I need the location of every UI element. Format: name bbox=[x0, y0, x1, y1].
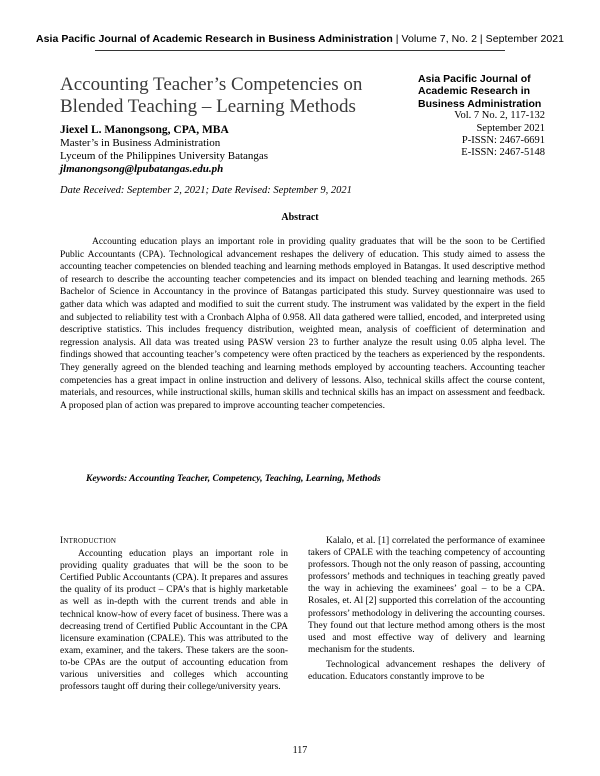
page-number: 117 bbox=[292, 745, 308, 756]
running-header-journal: Asia Pacific Journal of Academic Research in Business Administration bbox=[35, 33, 393, 45]
journal-pissn: P-ISSN: 2467-6691 bbox=[461, 135, 545, 147]
author-affiliation: Lyceum of the Philippines University Batangas bbox=[60, 150, 269, 162]
journal-date: September 2021 bbox=[476, 122, 545, 134]
author-email[interactable]: jlmanongsong@lpubatangas.edu.ph bbox=[60, 163, 224, 175]
journal-volume: Vol. 7 No. 2, 117-132 bbox=[454, 110, 545, 122]
running-header-volume: | Volume 7, No. 2 | September 2021 bbox=[392, 33, 565, 45]
abstract-text: Accounting education plays an important role in providing quality graduates that will be the soon to be Certified Public Accountants (CPA). Technological advancement reshapes the delivery of education. This study aimed to assess the accounting teacher competencies on blended teaching and learning methods employed in Batangas. It used descriptive method of research to describe the accounting teacher competencies and its impact on blended teaching and learning methods. 265 Bachelor of Science in Accountancy in the province of Batangas participated this study. Survey questionnaire was used to gather data which was adapted and modified to suit the current study. The instrument was validated by the expert in the field and subjected to reliability test with a Cronbach Alpha of 0.958. All data gathered were tallied, encoded, and interpreted using descriptive statistics. This includes frequency distribution, weighted mean, analysis of coefficient of determination and regression analysis. All data was treated using PASW version 23 to further analyze the result using 0.05 alpha level. The findings showed that accounting teacher’s competency were often practiced by the teachers as experienced by the respondents. They generally agreed on the blended teaching and learning methods employed by accounting teachers. Accounting teacher competencies has a great impact in online instruction and delivery of lessons. Also, technical skills affect the course content, materials, and resources, while instructional skills, human skills and technical skills has an impact on assessment and feedback. A proposed plan of action was prepared to improve accounting teacher competencies. bbox=[60, 237, 545, 411]
left-column bbox=[60, 535, 288, 693]
running-header bbox=[30, 33, 570, 45]
submission-dates: Date Received: September 2, 2021; Date Revised: September 9, 2021 bbox=[60, 185, 352, 196]
article-title: Accounting Teacher’s Competencies on Blended Teaching – Learning Methods bbox=[60, 74, 363, 117]
header-divider bbox=[95, 50, 505, 51]
journal-name: Asia Pacific Journal of Academic Research in Business Administration bbox=[418, 73, 542, 110]
section-title-introduction: Introduction bbox=[60, 536, 117, 546]
kalalo-paragraph: Kalalo, et al. [1] correlated the performance of examinee takers of CPALE with the teaching competency of accounting professors. Though not the only reason of passing, accounting professors’ methods and techniques in teaching greatly paved the way in achieving the examinees’ goal – to be a CPA. Rosales, et. Al [2] supported this correlation of the accounting professors’ methodology in delivering the accounting courses. They found out that lecture method among others is the most used and most effective way of delivery and learning mechanism for the students. bbox=[308, 536, 545, 655]
abstract-heading: Abstract bbox=[281, 212, 319, 223]
right-column bbox=[308, 535, 545, 683]
author-block bbox=[60, 124, 400, 176]
author-name: Jiexel L. Manongsong, CPA, MBA bbox=[60, 124, 229, 136]
keywords: Keywords: Accounting Teacher, Competency, Teaching, Learning, Methods bbox=[86, 474, 381, 484]
journal-eissn: E-ISSN: 2467-5148 bbox=[461, 147, 545, 159]
author-degree: Master’s in Business Administration bbox=[60, 137, 221, 149]
intro-paragraph: Accounting education plays an important role in providing quality graduates that will be the soon to be Certified Public Accountants (CPA). It prepares and assures the quality of its product – CPA’s that is highly marketable as well as in-depth with the current trends and able in technical know-how of every facet of business. There was a decreasing trend of Certified Public Accountant in the CPA licensure examination (CPALE). This was attributed to the exam, examiner, and the takers. These takers are the soon-to-be CPAs are the output of accounting education from various universities and colleges which accounting professors taught off during their college/university years. bbox=[60, 549, 288, 693]
tech-paragraph: Technological advancement reshapes the delivery of education. Educators constantly improve to be bbox=[308, 659, 545, 683]
journal-info bbox=[418, 73, 545, 160]
